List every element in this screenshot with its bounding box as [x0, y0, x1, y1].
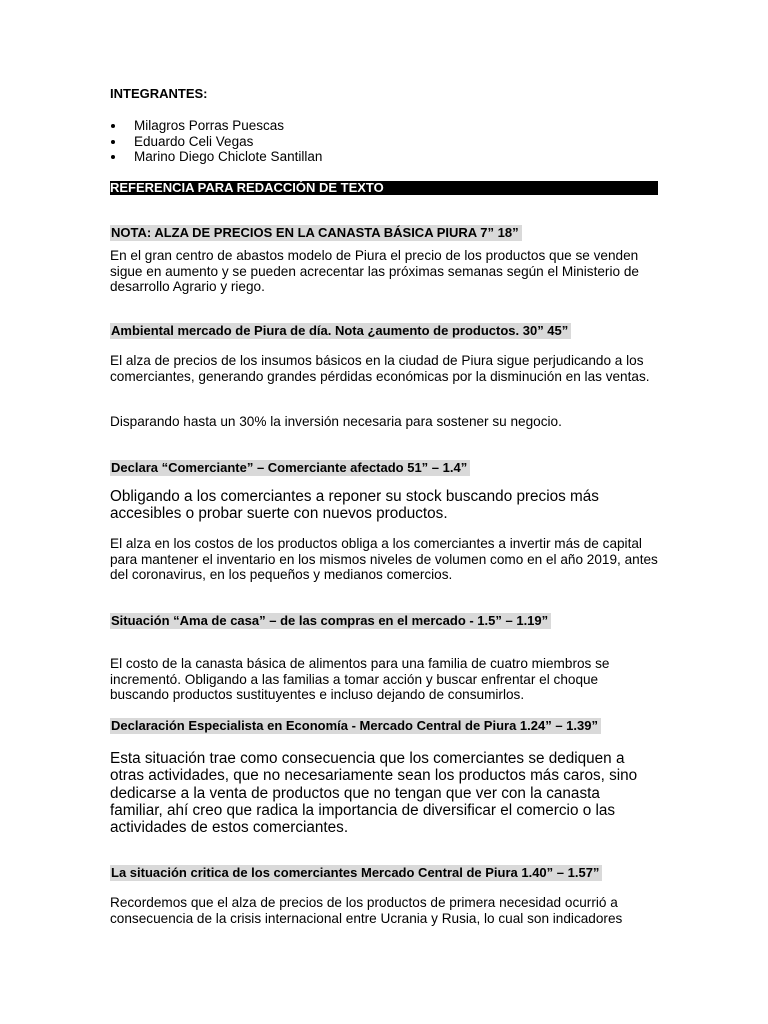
especialista-heading: Declaración Especialista en Economía - Mercado Central de Piura 1.24” – 1.39” — [110, 718, 601, 734]
reference-heading: REFERENCIA PARA REDACCIÓN DE TEXTO — [110, 180, 384, 195]
declara-paragraph-large: Obligando a los comerciantes a reponer su stock buscando precios más accesibles o probar suerte con nuevos productos. — [110, 488, 599, 523]
integrantes-label: INTEGRANTES: — [110, 86, 208, 101]
member-item — [88, 149, 322, 165]
critica-heading-block — [110, 864, 602, 882]
situacion-heading: Situación “Ama de casa” – de las compras en el mercado - 1.5” – 1.19” — [110, 613, 551, 629]
bullet-icon — [111, 140, 115, 144]
declara-heading: Declara “Comerciante” – Comerciante afectado 51” – 1.4” — [110, 460, 470, 476]
critica-paragraph: Recordemos que el alza de precios de los productos de primera necesidad ocurrió a consecuencia de la crisis internacional entre Ucrania y Rusia, lo cual son indicadores — [110, 895, 623, 926]
ambiental-paragraph-2: Disparando hasta un 30% la inversión necesaria para sostener su negocio. — [110, 414, 562, 429]
nota-heading: NOTA: ALZA DE PRECIOS EN LA CANASTA BÁSICA PIURA 7” 18” — [110, 225, 522, 241]
reference-heading-bar — [110, 181, 658, 195]
especialista-heading-block — [110, 717, 601, 735]
nota-paragraph: En el gran centro de abastos modelo de Piura el precio de los productos que se venden sigue en aumento y se pueden acrecentar las próximas semanas según el Ministerio de desarrollo Agrario y riego. — [110, 248, 639, 295]
members-list — [110, 118, 344, 165]
especialista-paragraph: Esta situación trae como consecuencia que los comerciantes se dediquen a otras actividades, que no necesariamente sean los productos más caros, sino dedicarse a la venta de productos que no tengan que ver con la canasta familiar, ahí creo que radica la importancia de diversificar el comercio o las actividades de estos comerciantes. — [110, 750, 638, 837]
situacion-heading-block — [110, 612, 551, 630]
situacion-paragraph: El costo de la canasta básica de alimentos para una familia de cuatro miembros se incrementó. Obligando a las familias a tomar acción y buscar enfrentar el choque buscando productos sustituyentes e incluso dejando de consumirlos. — [110, 656, 610, 703]
member-name: Milagros Porras Puescas — [134, 118, 285, 133]
member-item — [88, 134, 322, 150]
member-name: Eduardo Celi Vegas — [134, 133, 254, 149]
bullet-icon — [111, 124, 115, 128]
member-name: Marino Diego Chiclote Santillan — [134, 149, 323, 165]
member-item — [88, 118, 322, 134]
bullet-icon — [111, 155, 115, 159]
declara-heading-block — [110, 459, 470, 477]
ambiental-heading-block — [110, 322, 571, 340]
critica-heading: La situación critica de los comerciantes Mercado Central de Piura 1.40” – 1.57” — [110, 865, 602, 881]
declara-paragraph: El alza en los costos de los productos obliga a los comerciantes a invertir más de capital para mantener el inventario en los mismos niveles de volumen como en el año 2019, antes del coronavirus, en los pequeños y medianos comercios. — [110, 536, 658, 583]
ambiental-heading: Ambiental mercado de Piura de día. Nota ¿aumento de productos. 30” 45” — [110, 323, 571, 339]
ambiental-paragraph-1: El alza de precios de los insumos básicos en la ciudad de Piura sigue perjudicando a los comerciantes, generando grandes pérdidas económicas por la disminución en las ventas. — [110, 353, 650, 384]
nota-heading-block — [110, 224, 522, 242]
